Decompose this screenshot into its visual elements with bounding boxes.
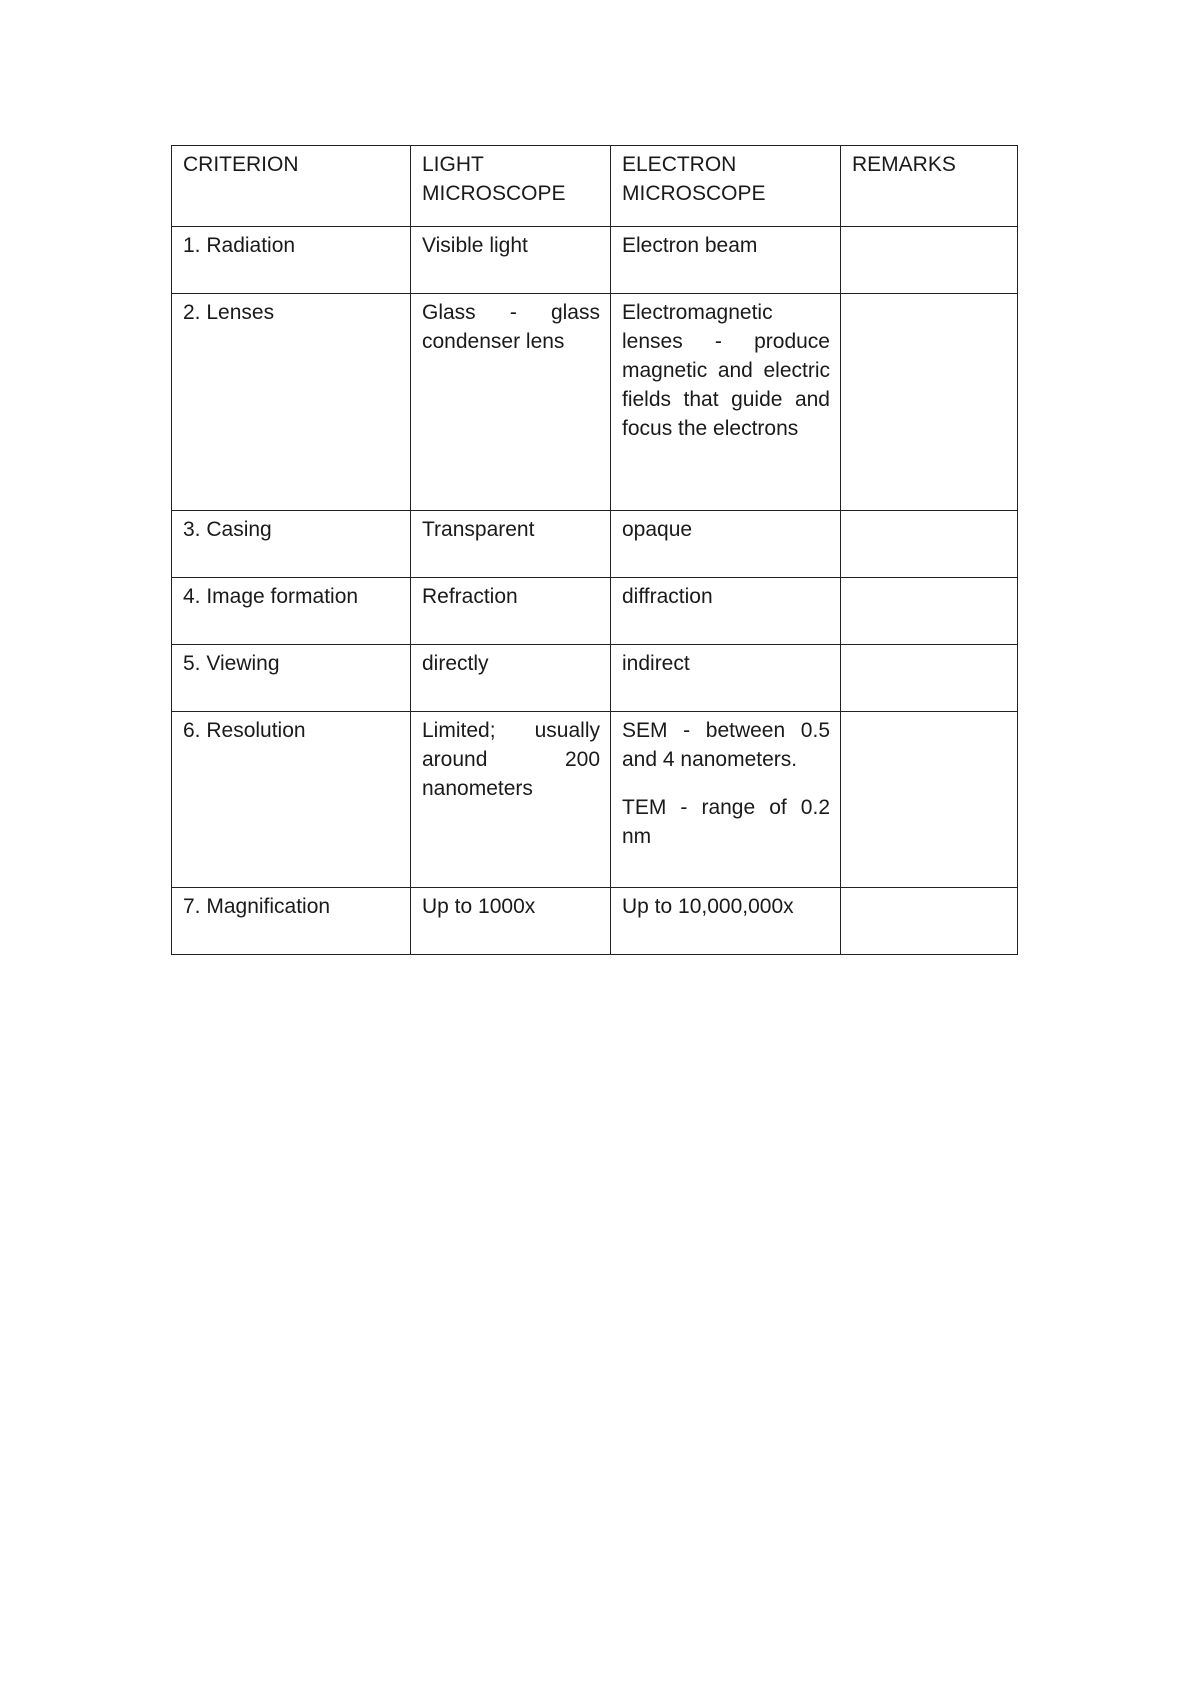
electron-cell (611, 645, 841, 712)
criterion-cell: 1. Radiation (172, 227, 411, 294)
header-criterion: CRITERION (172, 146, 411, 227)
remarks-cell (841, 645, 1018, 712)
light-cell: Limited; usually around 200 nanometers (411, 712, 611, 888)
table-row (172, 888, 1018, 955)
table-row (172, 578, 1018, 645)
electron-cell (611, 227, 841, 294)
remarks-cell (841, 511, 1018, 578)
electron-text: Up to 10,000,000x (622, 895, 794, 918)
header-remarks: REMARKS (841, 146, 1018, 227)
table-row (172, 227, 1018, 294)
header-electron-microscope: ELECTRON MICROSCOPE (611, 146, 841, 227)
electron-cell (611, 888, 841, 955)
table-row (172, 712, 1018, 888)
criterion-cell: 4. Image formation (172, 578, 411, 645)
remarks-cell (841, 712, 1018, 888)
criterion-cell: 6. Resolution (172, 712, 411, 888)
remarks-cell (841, 578, 1018, 645)
electron-text: indirect (622, 652, 690, 675)
light-cell: Up to 1000x (411, 888, 611, 955)
electron-text-tem: TEM - range of 0.2 nm (622, 796, 830, 848)
remarks-cell (841, 888, 1018, 955)
light-cell: Transparent (411, 511, 611, 578)
light-cell: Visible light (411, 227, 611, 294)
electron-text: Electron beam (622, 234, 758, 257)
table-row (172, 645, 1018, 712)
electron-cell (611, 294, 841, 511)
criterion-cell: 5. Viewing (172, 645, 411, 712)
criterion-cell: 2. Lenses (172, 294, 411, 511)
electron-text-sem: SEM - between 0.5 and 4 nanometers. (622, 719, 830, 771)
light-cell: Glass - glass condenser lens (411, 294, 611, 511)
remarks-cell (841, 294, 1018, 511)
criterion-cell: 3. Casing (172, 511, 411, 578)
light-cell: Refraction (411, 578, 611, 645)
table-row (172, 511, 1018, 578)
light-cell: directly (411, 645, 611, 712)
electron-cell (611, 578, 841, 645)
electron-cell (611, 511, 841, 578)
criterion-cell: 7. Magnification (172, 888, 411, 955)
electron-text: opaque (622, 518, 693, 541)
table-row (172, 294, 1018, 511)
remarks-cell (841, 227, 1018, 294)
header-light-microscope: LIGHT MICROSCOPE (411, 146, 611, 227)
comparison-table (171, 145, 1018, 955)
electron-cell (611, 712, 841, 888)
electron-text: diffraction (622, 585, 713, 608)
electron-text: Electromagnetic lenses - produce magnetic and electric fields that guide and focus the electrons (622, 301, 830, 440)
table-header-row (172, 146, 1018, 227)
